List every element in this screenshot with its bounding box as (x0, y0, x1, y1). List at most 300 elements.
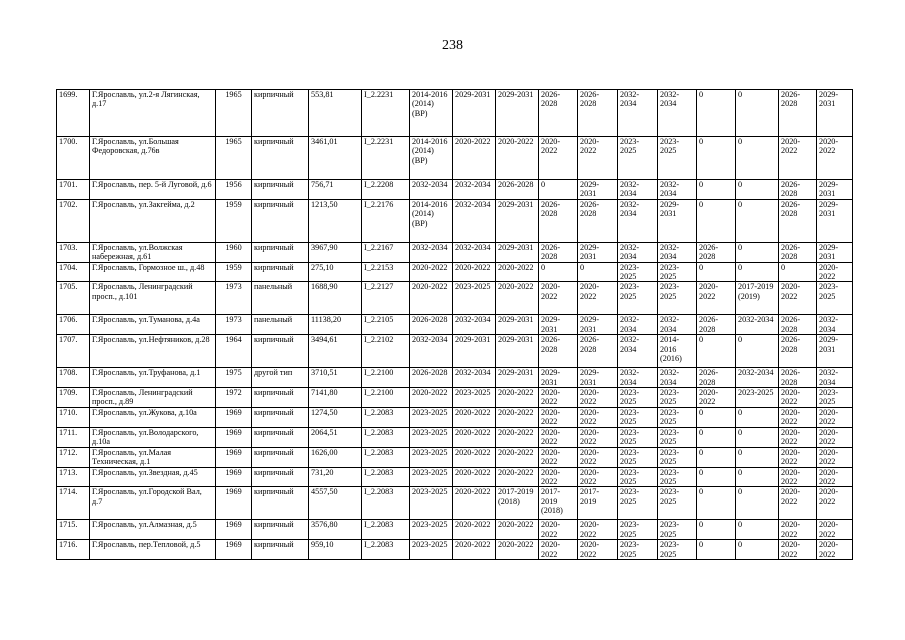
code-cell: I_2.2083 (362, 540, 410, 560)
period-cell: 0 (697, 447, 736, 467)
row-number-cell: 1707. (57, 335, 90, 368)
table-row (57, 90, 853, 137)
address-cell: Г.Ярославль, ул.2-я Лягинская, д.17 (90, 90, 216, 137)
period-cell: 2029-2031 (496, 335, 539, 368)
period-cell: 2023-2025 (618, 262, 658, 282)
address-cell: Г.Ярославль, ул.Городской Вал, д.7 (90, 487, 216, 520)
code-cell: I_2.2127 (362, 282, 410, 315)
address-cell: Г.Ярославль, ул.Труфанова, д.1 (90, 368, 216, 388)
code-cell: I_2.2208 (362, 180, 410, 200)
period-cell: 2017-2019 (2018) (539, 487, 578, 520)
period-cell: 2020-2022 (539, 520, 578, 540)
row-number-cell: 1704. (57, 262, 90, 282)
code-cell: I_2.2105 (362, 315, 410, 335)
address-cell: Г.Ярославль, Ленинградский просп., д.89 (90, 388, 216, 408)
period-cell: 2014-2016 (2014) (ВР) (410, 199, 453, 242)
period-cell: 2023-2025 (658, 487, 697, 520)
table-row (57, 262, 853, 282)
period-cell: 2020-2022 (496, 520, 539, 540)
area-cell: 1213,50 (309, 199, 362, 242)
period-cell: 0 (697, 90, 736, 137)
period-cell: 2020-2022 (697, 388, 736, 408)
period-cell: 2032-2034 (618, 335, 658, 368)
year-built-cell: 1960 (216, 242, 252, 262)
area-cell: 1688,90 (309, 282, 362, 315)
period-cell: 0 (736, 262, 779, 282)
table-row (57, 180, 853, 200)
period-cell: 2023-2025 (817, 282, 853, 315)
year-built-cell: 1973 (216, 315, 252, 335)
period-cell: 2029-2031 (817, 180, 853, 200)
period-cell: 2020-2022 (453, 520, 496, 540)
year-built-cell: 1972 (216, 388, 252, 408)
period-cell: 2020-2022 (779, 467, 817, 487)
table-row (57, 447, 853, 467)
wall-material-cell: кирпичный (252, 540, 309, 560)
address-cell: Г.Ярославль, ул.Жукова, д.10а (90, 408, 216, 428)
period-cell: 2023-2025 (453, 282, 496, 315)
area-cell: 731,20 (309, 467, 362, 487)
period-cell: 2020-2022 (578, 282, 618, 315)
period-cell: 0 (736, 520, 779, 540)
period-cell: 2029-2031 (496, 368, 539, 388)
row-number-cell: 1708. (57, 368, 90, 388)
period-cell: 2029-2031 (496, 242, 539, 262)
address-cell: Г.Ярославль, ул.Володарского, д.10а (90, 427, 216, 447)
period-cell: 2023-2025 (736, 388, 779, 408)
period-cell: 2023-2025 (658, 447, 697, 467)
period-cell: 2023-2025 (817, 388, 853, 408)
period-cell: 2029-2031 (496, 199, 539, 242)
code-cell: I_2.2167 (362, 242, 410, 262)
period-cell: 2032-2034 (453, 199, 496, 242)
period-cell: 2023-2025 (618, 447, 658, 467)
period-cell: 2029-2031 (453, 335, 496, 368)
row-number-cell: 1700. (57, 137, 90, 180)
table-row (57, 242, 853, 262)
period-cell: 0 (736, 137, 779, 180)
wall-material-cell: кирпичный (252, 242, 309, 262)
period-cell: 2032-2034 (658, 180, 697, 200)
year-built-cell: 1975 (216, 368, 252, 388)
period-cell: 2032-2034 (817, 368, 853, 388)
year-built-cell: 1973 (216, 282, 252, 315)
wall-material-cell: кирпичный (252, 487, 309, 520)
period-cell: 0 (736, 427, 779, 447)
wall-material-cell: кирпичный (252, 447, 309, 467)
table-row (57, 427, 853, 447)
wall-material-cell: кирпичный (252, 408, 309, 428)
period-cell: 2020-2022 (817, 137, 853, 180)
period-cell: 2023-2025 (658, 282, 697, 315)
period-cell: 2020-2022 (817, 520, 853, 540)
period-cell: 0 (736, 90, 779, 137)
period-cell: 2020-2022 (817, 408, 853, 428)
period-cell: 0 (736, 540, 779, 560)
table-row (57, 199, 853, 242)
code-cell: I_2.2083 (362, 447, 410, 467)
period-cell: 2026-2028 (539, 90, 578, 137)
year-built-cell: 1969 (216, 487, 252, 520)
period-cell: 2020-2022 (779, 137, 817, 180)
row-number-cell: 1702. (57, 199, 90, 242)
period-cell: 0 (779, 262, 817, 282)
period-cell: 0 (697, 335, 736, 368)
code-cell: I_2.2231 (362, 137, 410, 180)
year-built-cell: 1965 (216, 137, 252, 180)
row-number-cell: 1712. (57, 447, 90, 467)
period-cell: 2020-2022 (817, 447, 853, 467)
period-cell: 2023-2025 (410, 520, 453, 540)
period-cell: 2020-2022 (578, 520, 618, 540)
area-cell: 3710,51 (309, 368, 362, 388)
area-cell: 2064,51 (309, 427, 362, 447)
period-cell: 2017-2019 (2018) (496, 487, 539, 520)
row-number-cell: 1715. (57, 520, 90, 540)
period-cell: 2026-2028 (697, 315, 736, 335)
period-cell: 2029-2031 (496, 90, 539, 137)
period-cell: 2023-2025 (410, 540, 453, 560)
period-cell: 0 (736, 180, 779, 200)
period-cell: 2020-2022 (578, 388, 618, 408)
year-built-cell: 1964 (216, 335, 252, 368)
row-number-cell: 1705. (57, 282, 90, 315)
address-cell: Г.Ярославль, Гормозное ш., д.48 (90, 262, 216, 282)
period-cell: 2020-2022 (779, 447, 817, 467)
row-number-cell: 1701. (57, 180, 90, 200)
period-cell: 2029-2031 (496, 315, 539, 335)
period-cell: 2023-2025 (410, 408, 453, 428)
address-cell: Г.Ярославль, ул.Звездная, д.45 (90, 467, 216, 487)
period-cell: 0 (697, 487, 736, 520)
period-cell: 2020-2022 (817, 467, 853, 487)
wall-material-cell: кирпичный (252, 262, 309, 282)
year-built-cell: 1969 (216, 427, 252, 447)
period-cell: 2020-2022 (779, 408, 817, 428)
period-cell: 2032-2034 (618, 180, 658, 200)
period-cell: 2014-2016 (2016) (658, 335, 697, 368)
period-cell: 2026-2028 (539, 335, 578, 368)
wall-material-cell: кирпичный (252, 335, 309, 368)
row-number-cell: 1711. (57, 427, 90, 447)
period-cell: 2020-2022 (817, 487, 853, 520)
period-cell: 2020-2022 (453, 427, 496, 447)
period-cell: 2020-2022 (578, 447, 618, 467)
period-cell: 2020-2022 (578, 540, 618, 560)
period-cell: 2020-2022 (453, 408, 496, 428)
area-cell: 1274,50 (309, 408, 362, 428)
period-cell: 2023-2025 (618, 137, 658, 180)
code-cell: I_2.2083 (362, 520, 410, 540)
period-cell: 2020-2022 (453, 447, 496, 467)
year-built-cell: 1959 (216, 262, 252, 282)
table-row (57, 388, 853, 408)
period-cell: 2029-2031 (817, 90, 853, 137)
period-cell: 2020-2022 (453, 487, 496, 520)
period-cell: 2023-2025 (618, 540, 658, 560)
period-cell: 2020-2022 (496, 262, 539, 282)
period-cell: 2020-2022 (496, 137, 539, 180)
period-cell: 2020-2022 (539, 408, 578, 428)
period-cell: 2026-2028 (697, 242, 736, 262)
period-cell: 2017-2019 (578, 487, 618, 520)
period-cell: 2020-2022 (410, 262, 453, 282)
period-cell: 2023-2025 (658, 520, 697, 540)
area-cell: 959,10 (309, 540, 362, 560)
address-cell: Г.Ярославль, пер.Тепловой, д.5 (90, 540, 216, 560)
period-cell: 0 (697, 540, 736, 560)
period-cell: 2032-2034 (453, 242, 496, 262)
period-cell: 2020-2022 (496, 467, 539, 487)
period-cell: 0 (697, 199, 736, 242)
period-cell: 2029-2031 (658, 199, 697, 242)
wall-material-cell: кирпичный (252, 467, 309, 487)
period-cell: 0 (697, 137, 736, 180)
table-row (57, 467, 853, 487)
table-row (57, 408, 853, 428)
housing-register-table (56, 89, 853, 560)
period-cell: 2020-2022 (496, 540, 539, 560)
period-cell: 2023-2025 (410, 467, 453, 487)
period-cell: 2026-2028 (496, 180, 539, 200)
period-cell: 2017-2019 (2019) (736, 282, 779, 315)
period-cell: 2032-2034 (618, 199, 658, 242)
period-cell: 2029-2031 (578, 242, 618, 262)
wall-material-cell: другой тип (252, 368, 309, 388)
period-cell: 2023-2025 (658, 262, 697, 282)
table-row (57, 487, 853, 520)
wall-material-cell: панельный (252, 282, 309, 315)
table-body (57, 90, 853, 560)
year-built-cell: 1969 (216, 408, 252, 428)
period-cell: 2026-2028 (697, 368, 736, 388)
period-cell: 2020-2022 (539, 467, 578, 487)
period-cell: 2032-2034 (658, 90, 697, 137)
code-cell: I_2.2083 (362, 427, 410, 447)
period-cell: 2020-2022 (496, 427, 539, 447)
period-cell: 2029-2031 (578, 315, 618, 335)
period-cell: 2029-2031 (578, 180, 618, 200)
code-cell: I_2.2083 (362, 467, 410, 487)
address-cell: Г.Ярославль, ул.Закгейма, д.2 (90, 199, 216, 242)
period-cell: 2023-2025 (410, 487, 453, 520)
period-cell: 2023-2025 (658, 408, 697, 428)
period-cell: 2032-2034 (618, 368, 658, 388)
table-row (57, 282, 853, 315)
period-cell: 2029-2031 (817, 335, 853, 368)
code-cell: I_2.2100 (362, 368, 410, 388)
period-cell: 2020-2022 (410, 282, 453, 315)
period-cell: 2029-2031 (539, 315, 578, 335)
wall-material-cell: кирпичный (252, 180, 309, 200)
period-cell: 0 (578, 262, 618, 282)
code-cell: I_2.2083 (362, 487, 410, 520)
period-cell: 2032-2034 (658, 315, 697, 335)
period-cell: 2020-2022 (453, 137, 496, 180)
period-cell: 2026-2028 (578, 199, 618, 242)
area-cell: 7141,80 (309, 388, 362, 408)
period-cell: 2023-2025 (618, 467, 658, 487)
period-cell: 2020-2022 (539, 388, 578, 408)
period-cell: 0 (736, 447, 779, 467)
address-cell: Г.Ярославль, ул.Алмазная, д.5 (90, 520, 216, 540)
period-cell: 2020-2022 (578, 137, 618, 180)
code-cell: I_2.2100 (362, 388, 410, 408)
year-built-cell: 1965 (216, 90, 252, 137)
period-cell: 2026-2028 (539, 242, 578, 262)
period-cell: 2026-2028 (539, 199, 578, 242)
period-cell: 2023-2025 (410, 447, 453, 467)
area-cell: 4557,50 (309, 487, 362, 520)
period-cell: 2023-2025 (618, 520, 658, 540)
period-cell: 2020-2022 (779, 282, 817, 315)
area-cell: 756,71 (309, 180, 362, 200)
period-cell: 0 (539, 262, 578, 282)
period-cell: 2032-2034 (453, 180, 496, 200)
period-cell: 2020-2022 (779, 540, 817, 560)
period-cell: 2020-2022 (539, 427, 578, 447)
period-cell: 2029-2031 (578, 368, 618, 388)
row-number-cell: 1714. (57, 487, 90, 520)
period-cell: 2020-2022 (578, 408, 618, 428)
period-cell: 2020-2022 (539, 137, 578, 180)
area-cell: 3967,90 (309, 242, 362, 262)
area-cell: 275,10 (309, 262, 362, 282)
period-cell: 2023-2025 (658, 388, 697, 408)
code-cell: I_2.2083 (362, 408, 410, 428)
period-cell: 2020-2022 (779, 520, 817, 540)
period-cell: 2020-2022 (779, 388, 817, 408)
wall-material-cell: панельный (252, 315, 309, 335)
wall-material-cell: кирпичный (252, 137, 309, 180)
table-row (57, 520, 853, 540)
period-cell: 0 (697, 520, 736, 540)
address-cell: Г.Ярославль, ул.Волжская набережная, д.61 (90, 242, 216, 262)
period-cell: 2014-2016 (2014) (ВР) (410, 137, 453, 180)
period-cell: 2026-2028 (779, 335, 817, 368)
area-cell: 1626,00 (309, 447, 362, 467)
period-cell: 2026-2028 (779, 242, 817, 262)
address-cell: Г.Ярославль, ул.Туманова, д.4а (90, 315, 216, 335)
period-cell: 2023-2025 (658, 467, 697, 487)
address-cell: Г.Ярославль, ул.Малая Техническая, д.1 (90, 447, 216, 467)
period-cell: 2023-2025 (618, 388, 658, 408)
table-row (57, 137, 853, 180)
period-cell: 2023-2025 (453, 388, 496, 408)
period-cell: 2032-2034 (736, 315, 779, 335)
period-cell: 2026-2028 (779, 315, 817, 335)
period-cell: 2032-2034 (658, 242, 697, 262)
period-cell: 2020-2022 (496, 282, 539, 315)
period-cell: 2020-2022 (410, 388, 453, 408)
code-cell: I_2.2176 (362, 199, 410, 242)
period-cell: 2032-2034 (410, 242, 453, 262)
period-cell: 0 (736, 335, 779, 368)
period-cell: 2026-2028 (578, 90, 618, 137)
period-cell: 0 (697, 467, 736, 487)
period-cell: 2023-2025 (658, 137, 697, 180)
area-cell: 553,81 (309, 90, 362, 137)
row-number-cell: 1713. (57, 467, 90, 487)
row-number-cell: 1699. (57, 90, 90, 137)
year-built-cell: 1956 (216, 180, 252, 200)
period-cell: 2023-2025 (618, 427, 658, 447)
period-cell: 2023-2025 (618, 487, 658, 520)
period-cell: 2020-2022 (697, 282, 736, 315)
period-cell: 2020-2022 (578, 467, 618, 487)
period-cell: 2029-2031 (817, 242, 853, 262)
table-row (57, 335, 853, 368)
period-cell: 0 (736, 487, 779, 520)
period-cell: 0 (697, 262, 736, 282)
period-cell: 2029-2031 (539, 368, 578, 388)
period-cell: 2020-2022 (453, 262, 496, 282)
period-cell: 2020-2022 (578, 427, 618, 447)
period-cell: 2029-2031 (453, 90, 496, 137)
period-cell: 2032-2034 (658, 368, 697, 388)
wall-material-cell: кирпичный (252, 90, 309, 137)
period-cell: 2032-2034 (410, 180, 453, 200)
code-cell: I_2.2102 (362, 335, 410, 368)
period-cell: 2020-2022 (539, 447, 578, 467)
page-number: 238 (442, 38, 463, 53)
period-cell: 2032-2034 (817, 315, 853, 335)
year-built-cell: 1969 (216, 467, 252, 487)
wall-material-cell: кирпичный (252, 388, 309, 408)
table-row (57, 368, 853, 388)
period-cell: 0 (697, 180, 736, 200)
period-cell: 2032-2034 (453, 315, 496, 335)
period-cell: 2026-2028 (779, 90, 817, 137)
address-cell: Г.Ярославль, пер. 5-й Луговой, д.6 (90, 180, 216, 200)
row-number-cell: 1710. (57, 408, 90, 428)
period-cell: 2026-2028 (779, 180, 817, 200)
period-cell: 2026-2028 (578, 335, 618, 368)
row-number-cell: 1709. (57, 388, 90, 408)
period-cell: 0 (736, 467, 779, 487)
period-cell: 0 (539, 180, 578, 200)
code-cell: I_2.2153 (362, 262, 410, 282)
address-cell: Г.Ярославль, ул.Нефтяников, д.28 (90, 335, 216, 368)
period-cell: 2023-2025 (618, 408, 658, 428)
period-cell: 0 (736, 199, 779, 242)
period-cell: 2023-2025 (410, 427, 453, 447)
period-cell: 2026-2028 (410, 368, 453, 388)
period-cell: 2026-2028 (779, 368, 817, 388)
address-cell: Г.Ярославль, Ленинградский просп., д.101 (90, 282, 216, 315)
area-cell: 3576,80 (309, 520, 362, 540)
year-built-cell: 1969 (216, 447, 252, 467)
period-cell: 2023-2025 (658, 427, 697, 447)
period-cell: 2020-2022 (453, 467, 496, 487)
period-cell: 0 (736, 242, 779, 262)
row-number-cell: 1703. (57, 242, 90, 262)
period-cell: 2020-2022 (539, 540, 578, 560)
area-cell: 11138,20 (309, 315, 362, 335)
period-cell: 2020-2022 (496, 447, 539, 467)
year-built-cell: 1969 (216, 540, 252, 560)
period-cell: 2032-2034 (410, 335, 453, 368)
period-cell: 2020-2022 (779, 427, 817, 447)
period-cell: 2032-2034 (453, 368, 496, 388)
period-cell: 2020-2022 (779, 487, 817, 520)
period-cell: 0 (697, 427, 736, 447)
period-cell: 2014-2016 (2014) (ВР) (410, 90, 453, 137)
period-cell: 0 (697, 408, 736, 428)
wall-material-cell: кирпичный (252, 427, 309, 447)
wall-material-cell: кирпичный (252, 199, 309, 242)
period-cell: 2032-2034 (618, 315, 658, 335)
